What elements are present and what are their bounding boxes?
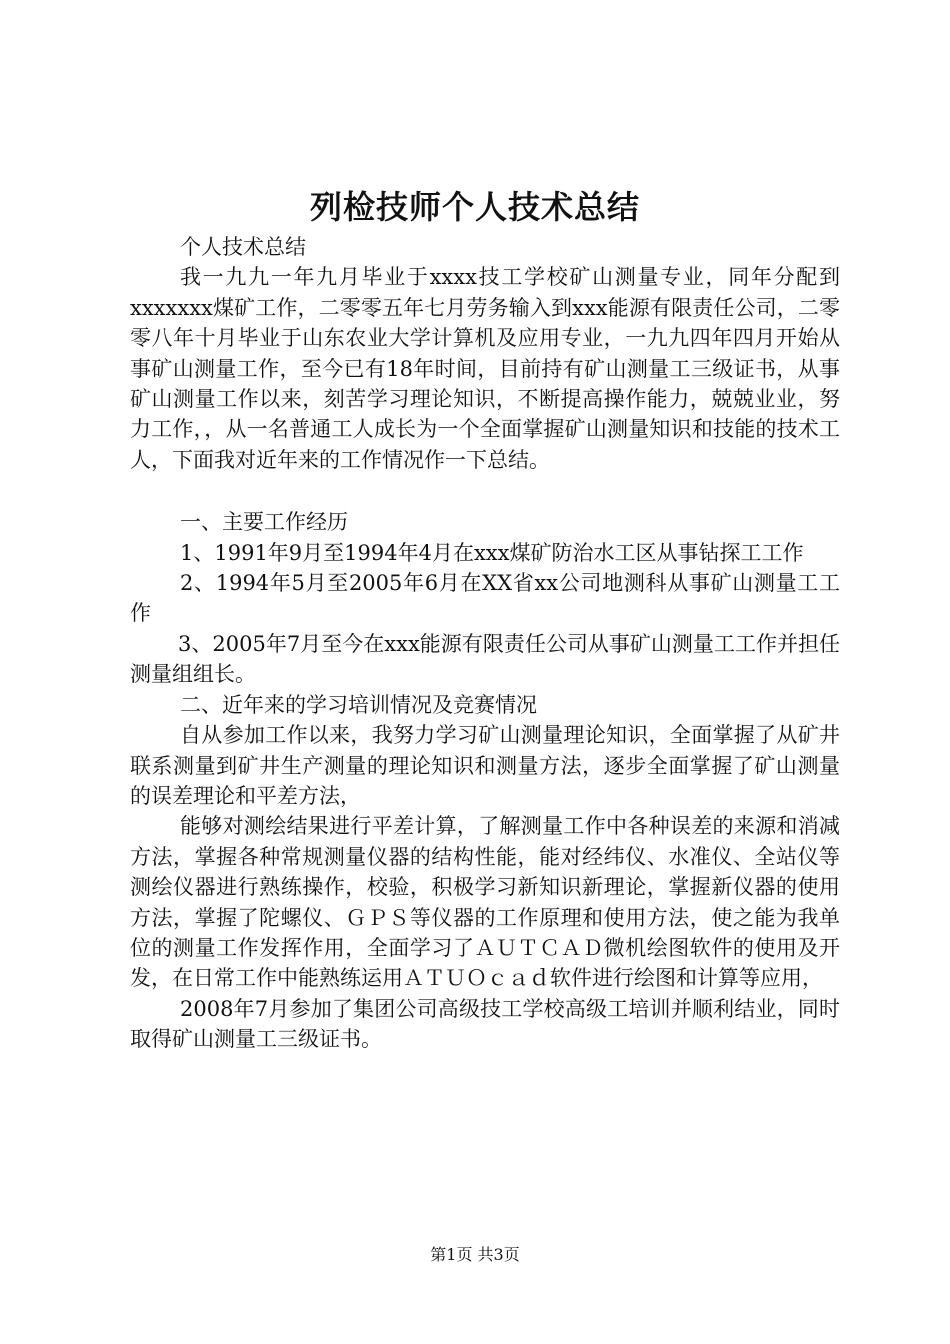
document-body [130,232,840,1055]
subtitle: 个人技术总结 [180,235,306,259]
page-footer: 第1页 共3页 [430,1245,520,1264]
work-history-item: 3、2005年7月至今在xxx能源有限责任公司从事矿山测量工工作并担任测量组组长。 [130,631,840,687]
section-heading-work-history: 一、主要工作经历 [180,510,348,535]
page-title: 列检技师个人技术总结 [309,188,640,226]
paragraph-gap [130,475,840,507]
paragraph-study: 能够对测绘结果进行平差计算，了解测量工作中各种误差的来源和消减方法，掌握各种常规测量仪器的结构性能，能对经纬仪、水准仪、全站仪等测绘仪器进行熟练操作，校验，积极学习新知识新理论，掌握新仪器的使用方法，掌握了陀螺仪、ＧＰＳ等仪器的工作原理和使用方法，使之能为我单位的测量工作发挥作用，全面学习了ＡＵＴＣＡＤ微机绘图软件的使用及开发，在日常工作中能熟练运用ＡＴＵＯｃａｄ软件进行绘图和计算等应用， [130,814,840,991]
section-heading-training: 二、近年来的学习培训情况及竞赛情况 [180,692,537,717]
work-history-item: 2、1994年5月至2005年6月在XX省xx公司地测科从事矿山测量工工作 [130,571,840,626]
work-history-item: 1、1991年9月至1994年4月在xxx煤矿防治水工区从事钻探工工作 [180,540,804,565]
paragraph-study: 2008年7月参加了集团公司高级技工学校高级工培训并顺利结业，同时取得矿山测量工三级证书。 [130,996,840,1052]
paragraph-study: 自从参加工作以来，我努力学习矿山测量理论知识，全面掌握了从矿井联系测量到矿井生产测量的理论知识和测量方法，逐步全面掌握了矿山测量的误差理论和平差方法， [130,723,840,808]
paragraph-intro: 我一九九一年九月毕业于xxxx技工学校矿山测量专业，同年分配到xxxxxxx煤矿工作，二零零五年七月劳务输入到xxx能源有限责任公司，二零零八年十月毕业于山东农业大学计算机及应用专业，一九九四年四月开始从事矿山测量工作，至今已有18年时间，目前持有矿山测量工三级证书，从事矿山测量工作以来，刻苦学习理论知识，不断提高操作能力，兢兢业业，努力工作，，从一名普通工人成长为一个全面掌握矿山测量知识和技能的技术工人，下面我对近年来的工作情况作一下总结。 [130,265,840,472]
